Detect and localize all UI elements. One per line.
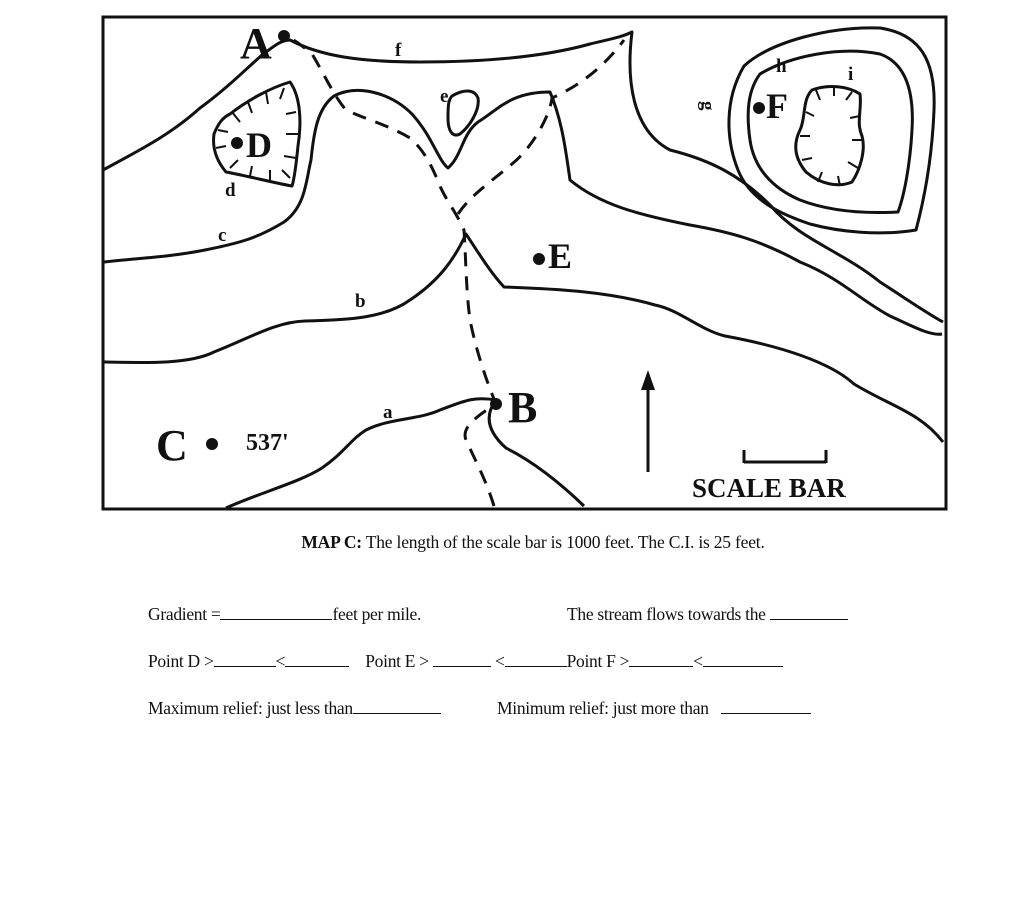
contour-letter-group <box>218 40 853 423</box>
point-b-dot <box>490 398 502 410</box>
contour-letter-h: h <box>776 56 787 77</box>
point-dots <box>206 30 765 450</box>
point-f-dot <box>753 102 765 114</box>
gradient-answer-blank[interactable] <box>220 605 332 620</box>
stream-branch <box>458 40 624 214</box>
contour-line-c <box>104 90 942 334</box>
contour-letter-c: c <box>218 225 227 246</box>
contour-line-h <box>748 51 912 212</box>
caption-text: The length of the scale bar is 1000 feet. The C.I. is 25 feet. <box>365 532 765 552</box>
max-relief-text: Maximum relief: just less than <box>148 698 353 718</box>
point-f-blank-1[interactable] <box>629 652 693 667</box>
gradient-suffix: feet per mile. <box>332 604 422 624</box>
contour-letter-b: b <box>355 291 366 312</box>
contour-line-f <box>103 32 943 322</box>
min-relief-question <box>497 698 811 719</box>
lt-sign-3: < <box>693 651 703 671</box>
point-f-text: Point F > <box>566 651 630 671</box>
point-d-text: Point D > <box>148 651 214 671</box>
scale-bar <box>744 450 826 463</box>
contour-letter-d: d <box>225 180 236 201</box>
map-caption <box>0 532 1024 553</box>
point-a-label: A <box>240 19 272 68</box>
contour-letter-a: a <box>383 402 393 423</box>
point-e-dot <box>533 253 545 265</box>
contour-line-g <box>729 28 934 233</box>
stream-direction-text: The stream flows towards the <box>567 604 766 624</box>
stream-main <box>284 36 496 506</box>
point-c-dot <box>206 438 218 450</box>
point-comparison-row <box>148 651 783 672</box>
max-relief-question <box>148 698 441 719</box>
point-e-blank-2[interactable] <box>505 652 567 667</box>
point-e-text: Point E > <box>365 651 429 671</box>
contour-letter-i: i <box>848 64 854 85</box>
lt-sign-1: < <box>275 651 286 671</box>
point-f-label: F <box>766 86 788 126</box>
point-d-blank-2[interactable] <box>285 652 349 667</box>
point-f-blank-2[interactable] <box>703 652 783 667</box>
min-relief-blank[interactable] <box>721 699 811 714</box>
gradient-question <box>148 604 421 625</box>
caption-title: MAP C: <box>301 532 362 552</box>
contour-line-e <box>448 91 478 135</box>
hachures-i <box>800 86 862 186</box>
stream-direction-blank[interactable] <box>770 605 848 620</box>
min-relief-text: Minimum relief: just more than <box>497 698 709 718</box>
gradient-prefix: Gradient = <box>148 604 221 624</box>
point-a-dot <box>278 30 290 42</box>
contour-letter-f: f <box>395 40 402 61</box>
point-c-label: C <box>156 421 188 470</box>
point-d-label: D <box>246 125 272 165</box>
point-d-dot <box>231 137 243 149</box>
max-relief-blank[interactable] <box>353 699 441 714</box>
point-e-blank-1[interactable] <box>433 652 491 667</box>
map-frame <box>103 17 946 509</box>
lt-sign-2: < <box>494 651 505 671</box>
point-e-label: E <box>548 236 573 276</box>
stream-lines <box>284 36 624 506</box>
north-arrow-icon <box>641 370 655 472</box>
point-d-blank-1[interactable] <box>214 652 276 667</box>
stream-direction-question <box>567 604 848 625</box>
point-b-label: B <box>508 383 538 432</box>
contour-letter-e: e <box>440 86 449 107</box>
contour-letter-g: g <box>697 101 718 111</box>
elevation-label: 537' <box>246 430 289 456</box>
scale-bar-label: SCALE BAR <box>692 473 846 503</box>
